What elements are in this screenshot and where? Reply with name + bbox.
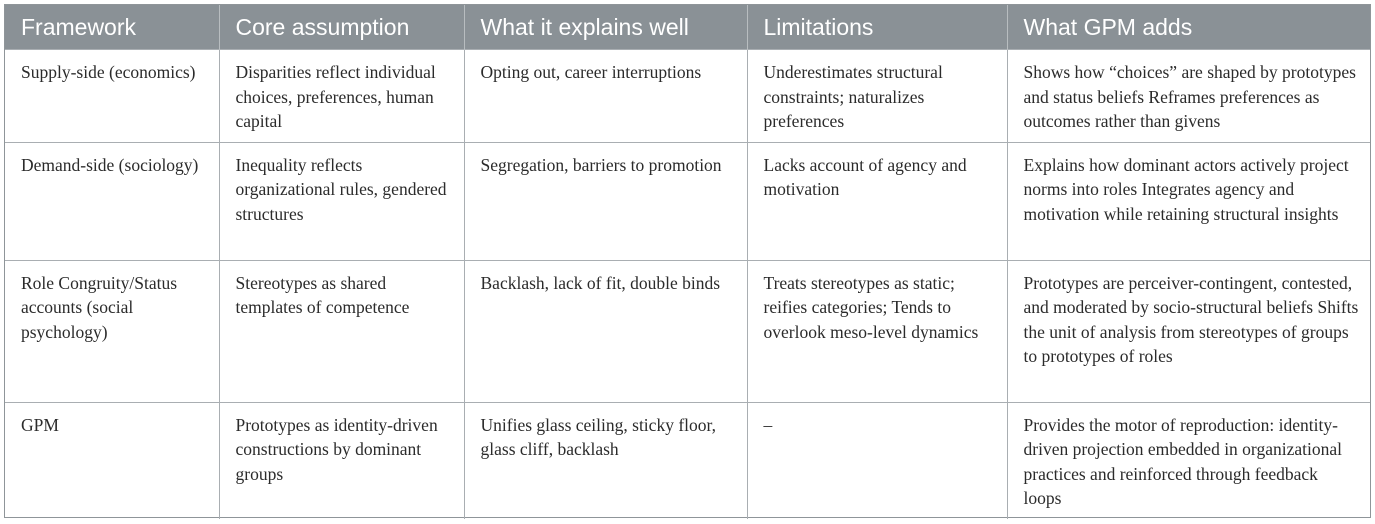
cell-limitations: Lacks account of agency and motivation [747,142,1007,260]
cell-limitations: Treats stereotypes as static; reifies categories; Tends to overlook meso-level dynamics [747,260,1007,402]
cell-framework: Supply-side (economics) [5,50,219,143]
cell-gpm-adds: Explains how dominant actors actively project norms into roles Integrates agency and motivation while retaining structural insights [1007,142,1370,260]
cell-explains-well: Backlash, lack of fit, double binds [464,260,747,402]
header-framework: Framework [5,5,219,50]
table-row [5,50,1370,143]
cell-core-assumption: Disparities reflect individual choices, preferences, human capital [219,50,464,143]
cell-gpm-adds: Provides the motor of reproduction: identity-driven projection embedded in organizational practices and reinforced through feedback loops [1007,402,1370,519]
table-body [5,50,1370,519]
header-core-assumption: Core assumption [219,5,464,50]
cell-explains-well: Unifies glass ceiling, sticky floor, glass cliff, backlash [464,402,747,519]
framework-comparison-table [5,5,1370,519]
header-gpm-adds: What GPM adds [1007,5,1370,50]
cell-framework: Demand-side (sociology) [5,142,219,260]
cell-gpm-adds: Prototypes are perceiver-contingent, contested, and moderated by socio-structural beliefs Shifts the unit of analysis from stereotypes of groups to prototypes of roles [1007,260,1370,402]
header-limitations: Limitations [747,5,1007,50]
header-explains-well: What it explains well [464,5,747,50]
cell-limitations: – [747,402,1007,519]
cell-explains-well: Opting out, career interruptions [464,50,747,143]
cell-core-assumption: Inequality reflects organizational rules, gendered structures [219,142,464,260]
table-row [5,402,1370,519]
cell-gpm-adds: Shows how “choices” are shaped by prototypes and status beliefs Reframes preferences as outcomes rather than givens [1007,50,1370,143]
cell-core-assumption: Prototypes as identity-driven constructions by dominant groups [219,402,464,519]
cell-framework: GPM [5,402,219,519]
header-row [5,5,1370,50]
cell-core-assumption: Stereotypes as shared templates of competence [219,260,464,402]
table-row [5,260,1370,402]
cell-explains-well: Segregation, barriers to promotion [464,142,747,260]
table-row [5,142,1370,260]
cell-framework: Role Congruity/Status accounts (social psychology) [5,260,219,402]
cell-limitations: Underestimates structural constraints; naturalizes preferences [747,50,1007,143]
table-header [5,5,1370,50]
comparison-table-container [4,4,1371,518]
